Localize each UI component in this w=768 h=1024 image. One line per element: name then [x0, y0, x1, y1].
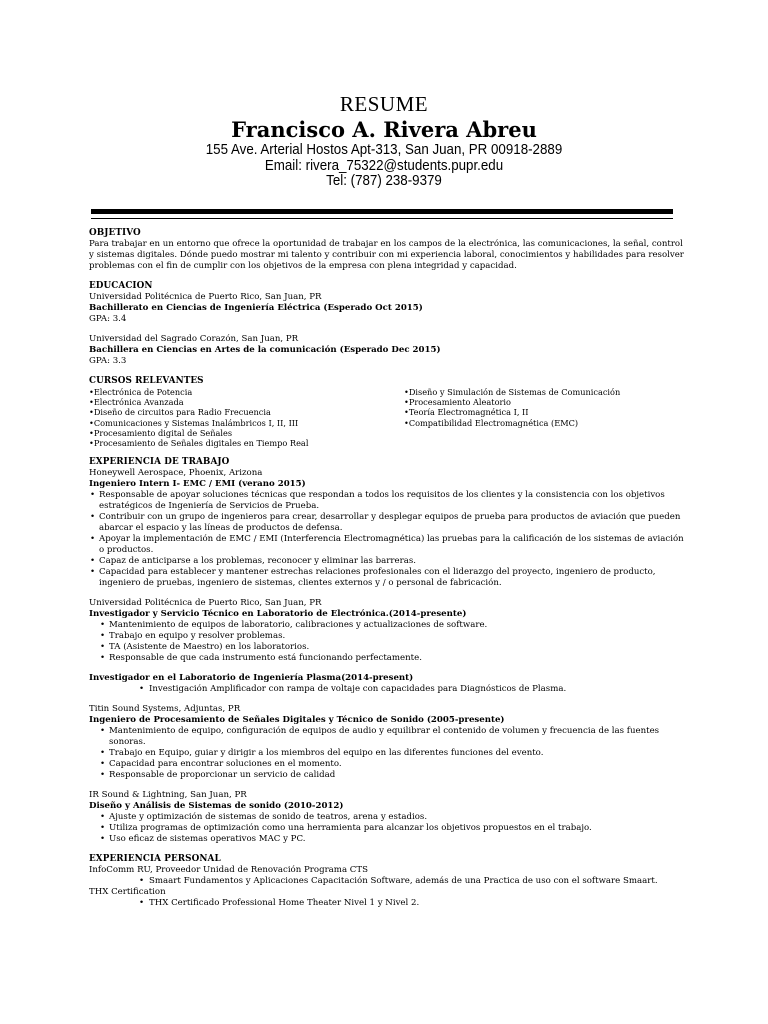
section-title-educacion: EDUCACION — [89, 281, 153, 291]
section-title-personal: EXPERIENCIA PERSONAL — [89, 854, 221, 865]
resume-heading: RESUME — [339, 92, 429, 116]
courses-column-1 — [89, 387, 404, 448]
job-role: Investigador y Servicio Técnico en Laboratorio de Electrónica.(2014-presente) — [89, 609, 467, 620]
job-entry — [89, 790, 684, 845]
job-bullet: • TA (Asistente de Maestro) en los laboratorios. — [89, 642, 684, 653]
job-company: Titin Sound Systems, Adjuntas, PR — [89, 704, 241, 715]
education-item — [89, 334, 684, 367]
section-title-cursos: CURSOS RELEVANTES — [89, 376, 204, 386]
job-role: Investigador en el Laboratorio de Ingeniería Plasma(2014-present) — [89, 673, 414, 684]
job-bullet: • Contribuir con un grupo de ingenieros para crear, desarrollar y desplegar equipos de prueba para productos de aviación que pueden abarcar el espacio y las líneas de productos de defensa. — [89, 512, 684, 534]
personal-label: THX Certification — [89, 887, 166, 898]
job-bullet: • Responsable de proporcionar un servicio de calidad — [89, 770, 684, 781]
course-item: •Diseño y Simulación de Sistemas de Comunicación — [404, 387, 621, 397]
job-bullet: • Investigación Amplificador con rampa de voltaje con capacidades para Diagnósticos de Plasma. — [89, 684, 684, 695]
course-item: •Diseño de circuitos para Radio Frecuencia — [89, 407, 271, 418]
telephone: Tel: (787) 238-9379 — [326, 173, 442, 189]
personal-item — [89, 865, 684, 887]
education-gpa: GPA: 3.4 — [89, 314, 127, 324]
course-item: •Electrónica Avanzada — [89, 397, 184, 408]
course-item: •Electrónica de Potencia — [89, 387, 193, 397]
education-school: Universidad Politécnica de Puerto Rico, San Juan, PR — [89, 292, 322, 302]
job-bullet: • Capacidad para establecer y mantener estrechas relaciones profesionales con el liderazgo del proyecto, ingeniero de producto, ingeniero de pruebas, ingeniero de sistemas, clientes externos y / o personal de fabricación. — [89, 567, 684, 589]
course-item: •Comunicaciones y Sistemas Inalámbricos I, II, III — [89, 417, 299, 428]
job-entry — [89, 468, 684, 589]
personal-item — [89, 887, 684, 909]
personal-bullet: • THX Certificado Professional Home Theater Nivel 1 y Nivel 2. — [89, 898, 684, 909]
job-role: Ingeniero Intern I- EMC / EMI (verano 2015) — [89, 479, 306, 490]
section-title-objetivo: OBJETIVO — [89, 228, 141, 238]
job-company: IR Sound & Lightning, San Juan, PR — [89, 790, 247, 801]
candidate-name: Francisco A. Rivera Abreu — [231, 117, 537, 142]
job-bullet: • Trabajo en Equipo, guiar y dirigir a los miembros del equipo en las diferentes funciones del evento. — [89, 748, 684, 759]
courses-column-2 — [404, 387, 684, 448]
job-bullet: • Ajuste y optimización de sistemas de sonido de teatros, arena y estadios. — [89, 812, 684, 823]
education-degree: Bachillerato en Ciencias de Ingeniería Eléctrica (Esperado Oct 2015) — [89, 303, 423, 313]
job-role: Diseño y Análisis de Sistemas de sonido (2010-2012) — [89, 801, 344, 812]
job-company: Universidad Politécnica de Puerto Rico, San Juan, PR — [89, 598, 322, 609]
objetivo-text: Para trabajar en un entorno que ofrece la oportunidad de trabajar en los campos de la electrónica, las comunicaciones, la señal, control y sistemas digitales. Dónde puedo mostrar mi talento y contribuir con mi experiencia laboral, conocimientos y habilidades para resolver problemas con el fin de cumplir con los objetivos de la empresa con plena integridad y capacidad. — [89, 239, 684, 271]
header-rule-thick — [91, 209, 673, 214]
job-bullet: • Uso eficaz de sistemas operativos MAC y PC. — [89, 834, 684, 845]
course-item: •Compatibilidad Electromagnética (EMC) — [404, 417, 579, 428]
job-bullet: • Utiliza programas de optimización como una herramienta para alcanzar los objetivos propuestos en el trabajo. — [89, 823, 684, 834]
job-role: Ingeniero de Procesamiento de Señales Digitales y Técnico de Sonido (2005-presente) — [89, 715, 505, 726]
personal-bullet: • Smaart Fundamentos y Aplicaciones Capacitación Software, además de una Practica de uso con el software Smaart. — [89, 876, 684, 887]
job-bullet: • Capacidad para encontrar soluciones en el momento. — [89, 759, 684, 770]
address: 155 Ave. Arterial Hostos Apt-313, San Juan, PR 00918-2889 — [205, 142, 563, 158]
job-entry — [89, 598, 684, 664]
course-item: •Procesamiento Aleatorio — [404, 397, 511, 408]
job-bullet: • Apoyar la implementación de EMC / EMI (Interferencia Electromagnética) las pruebas para la calificación de los sistemas de aviación o productos. — [89, 534, 684, 556]
job-bullet: • Mantenimiento de equipo, configuración de equipos de audio y equilibrar el contenido de volumen y frecuencia de las fuentes sonoras. — [89, 726, 684, 748]
education-school: Universidad del Sagrado Corazón, San Juan, PR — [89, 334, 299, 344]
job-bullet: • Responsable de que cada instrumento está funcionando perfectamente. — [89, 653, 684, 664]
resume-body — [89, 228, 684, 909]
course-item: •Teoría Electromagnética I, II — [404, 407, 529, 418]
email: Email: rivera_75322@students.pupr.edu — [264, 158, 504, 174]
course-item: •Procesamiento digital de Señales — [89, 427, 233, 438]
education-item — [89, 292, 684, 325]
job-entry — [89, 673, 684, 695]
job-bullet: • Responsable de apoyar soluciones técnicas que respondan a todos los requisitos de los clientes y la consistencia con los objetivos estratégicos de Ingeniería de Servicios de Prueba. — [89, 490, 684, 512]
education-degree: Bachillera en Ciencias en Artes de la comunicación (Esperado Dec 2015) — [89, 345, 441, 355]
job-bullet: • Capaz de anticiparse a los problemas, reconocer y eliminar las barreras. — [89, 556, 684, 567]
job-bullet: • Mantenimiento de equipos de laboratorio, calibraciones y actualizaciones de software. — [89, 620, 684, 631]
section-title-experiencia: EXPERIENCIA DE TRABAJO — [89, 457, 230, 468]
job-bullet: • Trabajo en equipo y resolver problemas. — [89, 631, 684, 642]
job-company: Honeywell Aerospace, Phoenix, Arizona — [89, 468, 263, 479]
course-item: •Procesamiento de Señales digitales en Tiempo Real — [89, 438, 309, 449]
personal-label: InfoComm RU, Proveedor Unidad de Renovación Programa CTS — [89, 865, 368, 876]
courses-list — [89, 387, 684, 448]
education-gpa: GPA: 3.3 — [89, 356, 127, 366]
job-entry — [89, 704, 684, 781]
header-rule-thin — [91, 218, 673, 219]
